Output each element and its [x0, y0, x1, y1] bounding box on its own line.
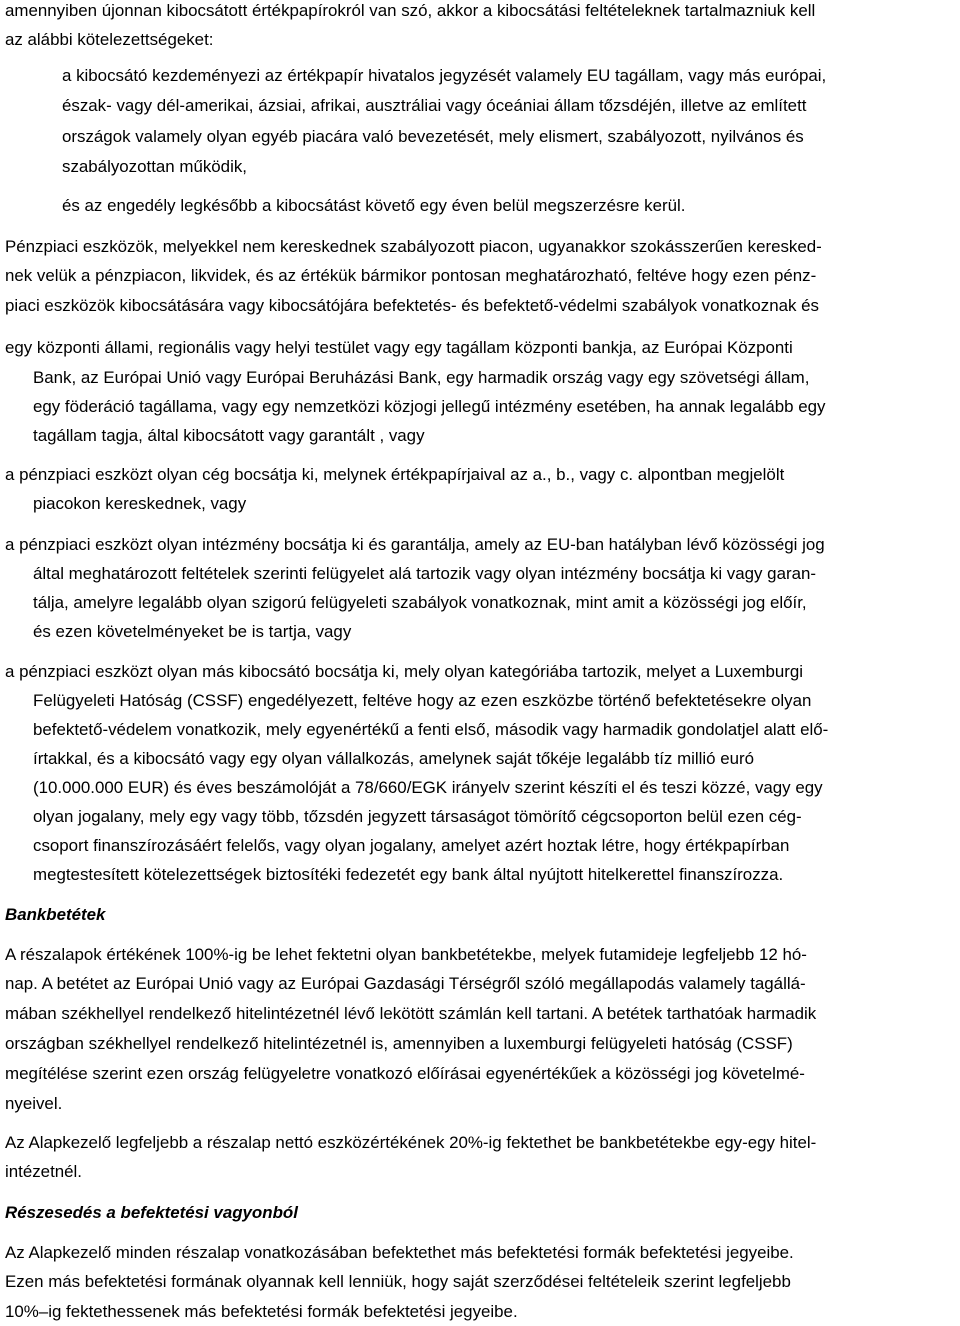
text-line: Ezen más befektetési formának olyannak kell lenniük, hogy saját szerződései feltételeik szerint legfeljebb — [5, 1272, 791, 1291]
text-line: Az Alapkezelő minden részalap vonatkozásában befektethet más befektetési formák befektetési jegyeibe. — [5, 1243, 794, 1262]
text-line: piaci eszközök kibocsátására vagy kibocsátójára befektetés- és befektető-védelmi szabályok vonatkoznak és — [5, 296, 819, 315]
text-line: nek velük a pénzpiacon, likvidek, és az értékük bármikor pontosan meghatározható, feltéve hogy ezen pénz- — [5, 266, 817, 285]
text-line: és ezen követelményeket be is tartja, vagy — [33, 622, 352, 641]
text-line: a pénzpiaci eszközt olyan intézmény bocsátja ki és garantálja, amely az EU-ban hatályban lévő közösségi jog — [5, 535, 825, 554]
text-line: olyan jogalany, mely egy vagy több, tőzsdén jegyzett társaságot tömörítő cégcsoporton belül ezen cég- — [33, 807, 802, 826]
text-line: egy központi állami, regionális vagy helyi testület vagy egy tagállam központi bankja, az Európai Központi — [5, 338, 793, 357]
text-line: tagállam tagja, által kibocsátott vagy garantált , vagy — [33, 426, 425, 445]
text-line: mában székhellyel rendelkező hitelintézetnél lévő lekötött számlán kell tartani. A betétek tarthatóak harmadik — [5, 1004, 817, 1023]
section-heading: Bankbetétek — [5, 905, 106, 924]
text-line: nyeivel. — [5, 1094, 63, 1113]
text-line: Bank, az Európai Unió vagy Európai Beruházási Bank, egy harmadik ország vagy egy szövetségi állam, — [33, 368, 810, 387]
text-line: intézetnél. — [5, 1162, 82, 1181]
section-heading: Részesedés a befektetési vagyonból — [5, 1203, 298, 1222]
text-line: a pénzpiaci eszközt olyan más kibocsátó bocsátja ki, mely olyan kategóriába tartozik, melyet a Luxemburgi — [5, 662, 804, 681]
text-line: 10%–ig fektethessenek más befektetési formák befektetési jegyeibe. — [5, 1302, 518, 1321]
text-line: országok valamely olyan egyéb piacára való bevezetését, mely elismert, szabályozott, nyilvános és — [62, 127, 804, 146]
text-line: megtestesített kötelezettségek biztosítéki fedezetét egy bank által nyújtott hitelkerettel finanszírozza. — [33, 865, 784, 884]
text-line: Pénzpiaci eszközök, melyekkel nem kereskednek szabályozott piacon, ugyanakkor szokásszerűen keresked- — [5, 237, 822, 256]
text-line: és az engedély legkésőbb a kibocsátást követő egy éven belül megszerzésre kerül. — [62, 196, 686, 215]
text-line: országban székhellyel rendelkező hitelintézetnél is, amennyiben a luxemburgi felügyeleti hatóság (CSSF) — [5, 1034, 793, 1053]
text-line: írtakkal, és a kibocsátó vagy egy olyan vállalkozás, amelynek saját tőkéje legalább tíz millió euró — [33, 749, 755, 768]
text-line: amennyiben újonnan kibocsátott értékpapírokról van szó, akkor a kibocsátási feltételeknek tartalmazniuk kell — [5, 1, 816, 20]
text-line: a pénzpiaci eszközt olyan cég bocsátja ki, melynek értékpapírjaival az a., b., vagy c. alpontban megjelölt — [5, 465, 785, 484]
text-line: egy föderáció tagállama, vagy egy nemzetközi közjogi jellegű intézmény esetében, ha annak legalább egy — [33, 397, 826, 416]
text-line: (10.000.000 EUR) és éves beszámolóját a 78/660/EGK irányelv szerint készíti el és teszi közzé, vagy egy — [33, 778, 823, 797]
text-line: által meghatározott feltételek szerinti felügyelet alá tartozik vagy olyan intézmény bocsátja ki vagy garan- — [33, 564, 817, 583]
text-line: csoport finanszírozásáért felelős, vagy olyan jogalany, amelyet azért hoztak létre, hogy értékpapírban — [33, 836, 790, 855]
text-line: A részalapok értékének 100%-ig be lehet fektetni olyan bankbetétekbe, melyek futamideje legfeljebb 12 hó- — [5, 945, 807, 964]
text-line: Felügyeleti Hatóság (CSSF) engedélyezett, feltéve hogy az ezen eszközbe történő befektetésekre olyan — [33, 691, 812, 710]
text-line: Az Alapkezelő legfeljebb a részalap nettó eszközértékének 20%-ig fektethet be bankbetétekbe egy-egy hitel- — [5, 1133, 817, 1152]
text-line: észak- vagy dél-amerikai, ázsiai, afrikai, ausztráliai vagy óceániai állam tőzsdéjén, illetve az említett — [62, 96, 807, 115]
text-line: a kibocsátó kezdeményezi az értékpapír hivatalos jegyzését valamely EU tagállam, vagy más európai, — [62, 66, 827, 85]
text-line: megítélése szerint ezen ország felügyeletre vonatkozó előírásai egyenértékűek a közösségi jog követelmé- — [5, 1064, 805, 1083]
text-line: szabályozottan működik, — [62, 157, 247, 176]
text-line: tálja, amelyre legalább olyan szigorú felügyeleti szabályok vonatkoznak, mint amit a közösségi jog előír, — [33, 593, 807, 612]
text-line: az alábbi kötelezettségeket: — [5, 30, 214, 49]
text-line: piacokon kereskednek, vagy — [33, 494, 247, 513]
text-line: befektető-védelem vonatkozik, mely egyenértékű a fenti első, második vagy harmadik gondolatjel alatt elő- — [33, 720, 829, 739]
text-line: nap. A betétet az Európai Unió vagy az Európai Gazdasági Térségről szóló megállapodás valamely tagállá- — [5, 974, 806, 993]
